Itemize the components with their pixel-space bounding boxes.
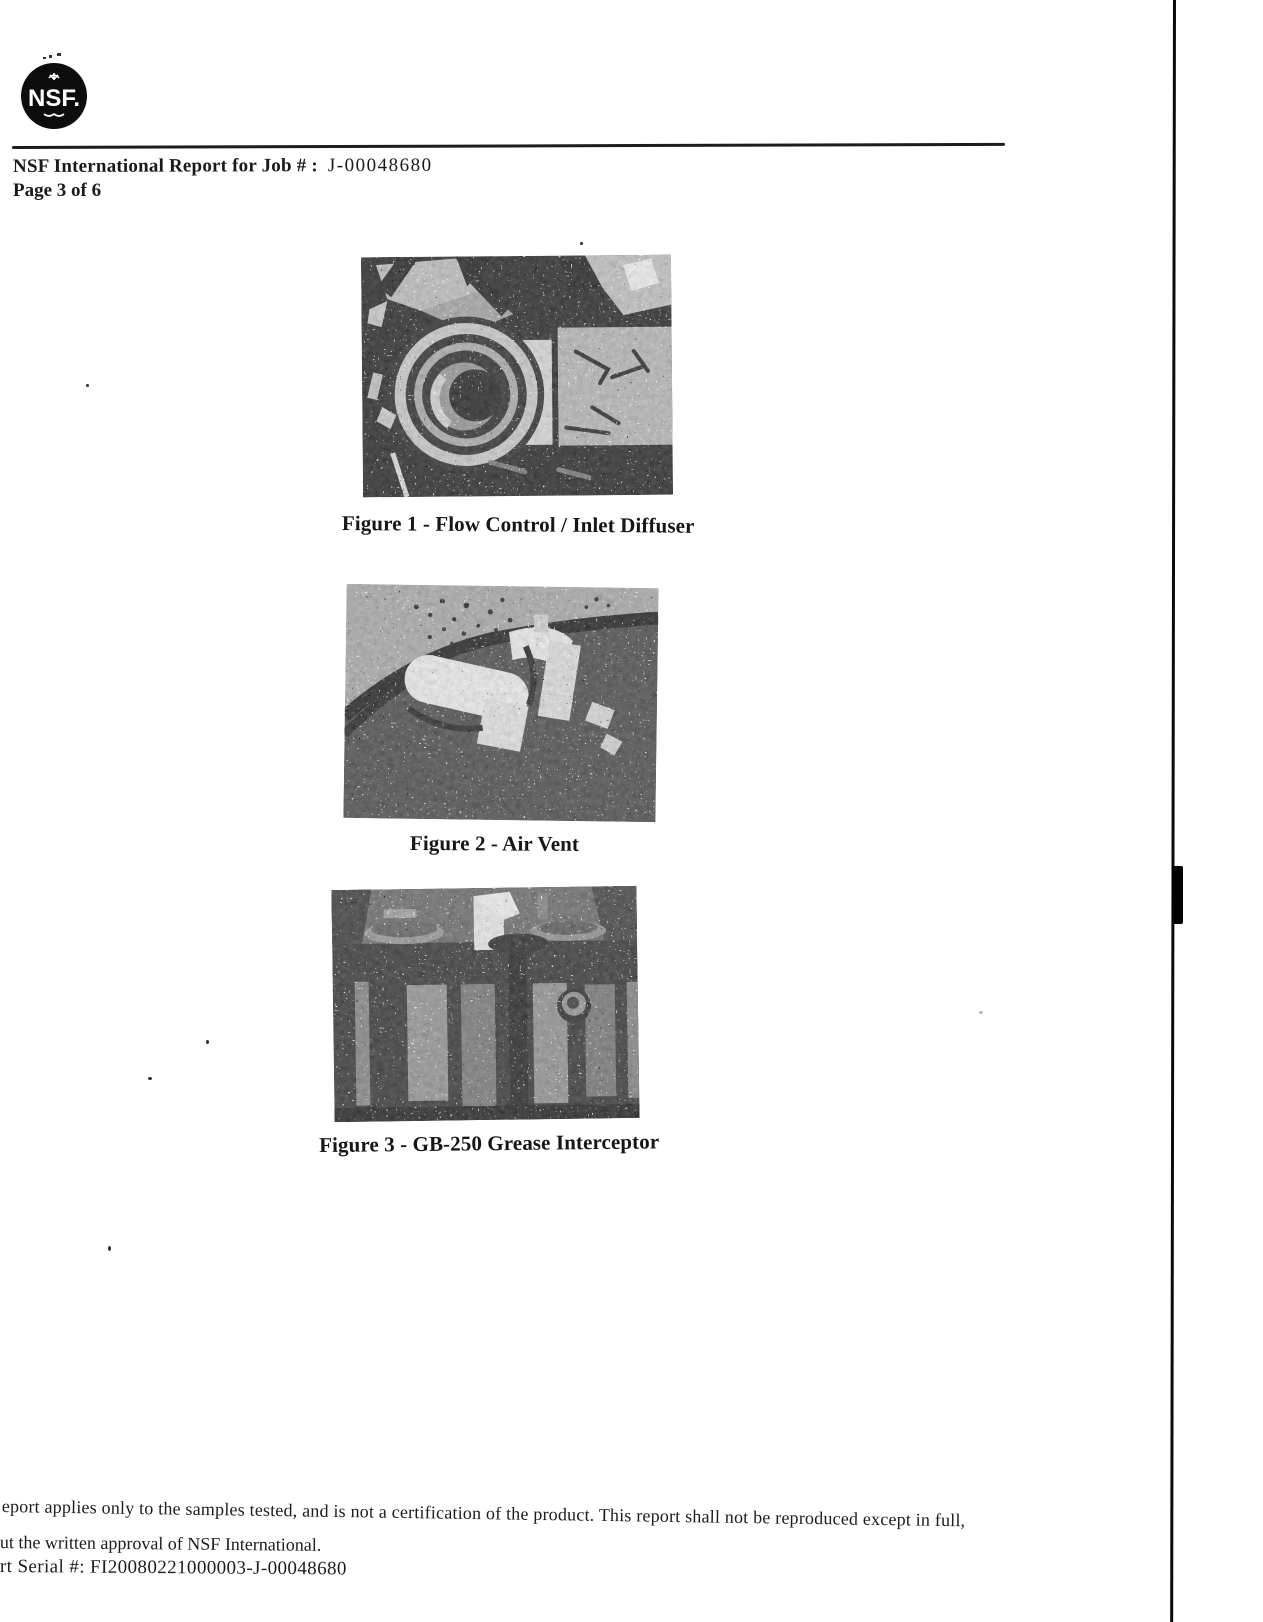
nsf-logo xyxy=(16,50,92,136)
footer-disclaimer-line-2: ut the written approval of NSF International. xyxy=(0,1532,322,1555)
scan-speck xyxy=(108,1246,111,1251)
report-title-label: NSF International Report for Job # : xyxy=(13,155,318,177)
scan-speck xyxy=(148,1077,152,1080)
figure-2-photo xyxy=(343,584,658,822)
page-number-label: Page 3 of 6 xyxy=(13,180,102,201)
logo-scan-marks xyxy=(43,53,61,59)
logo-text: NSF. xyxy=(27,85,81,112)
header-rule xyxy=(12,143,1005,149)
footer-serial-number: rt Serial #: FI20080221000003-J-00048680 xyxy=(0,1556,347,1580)
scan-speck xyxy=(86,384,89,387)
scan-edge-line xyxy=(1170,0,1176,1622)
figure-1-caption: Figure 1 - Flow Control / Inlet Diffuser xyxy=(341,511,695,538)
scan-edge-blob xyxy=(1172,866,1183,924)
footer-disclaimer-line-1: eport applies only to the samples tested, and is not a certification of the product. This report shall not be reproduced except in full, xyxy=(1,1496,966,1531)
scan-speck xyxy=(979,1011,983,1014)
job-number: J-00048680 xyxy=(327,154,433,177)
figure-3-photo xyxy=(331,886,639,1122)
figure-2-caption: Figure 2 - Air Vent xyxy=(409,831,580,856)
scan-speck xyxy=(580,242,583,245)
figure-1-photo xyxy=(361,255,673,498)
figure-3-caption: Figure 3 - GB-250 Grease Interceptor xyxy=(319,1129,660,1157)
scan-speck xyxy=(206,1040,209,1044)
report-title-line xyxy=(13,155,433,178)
